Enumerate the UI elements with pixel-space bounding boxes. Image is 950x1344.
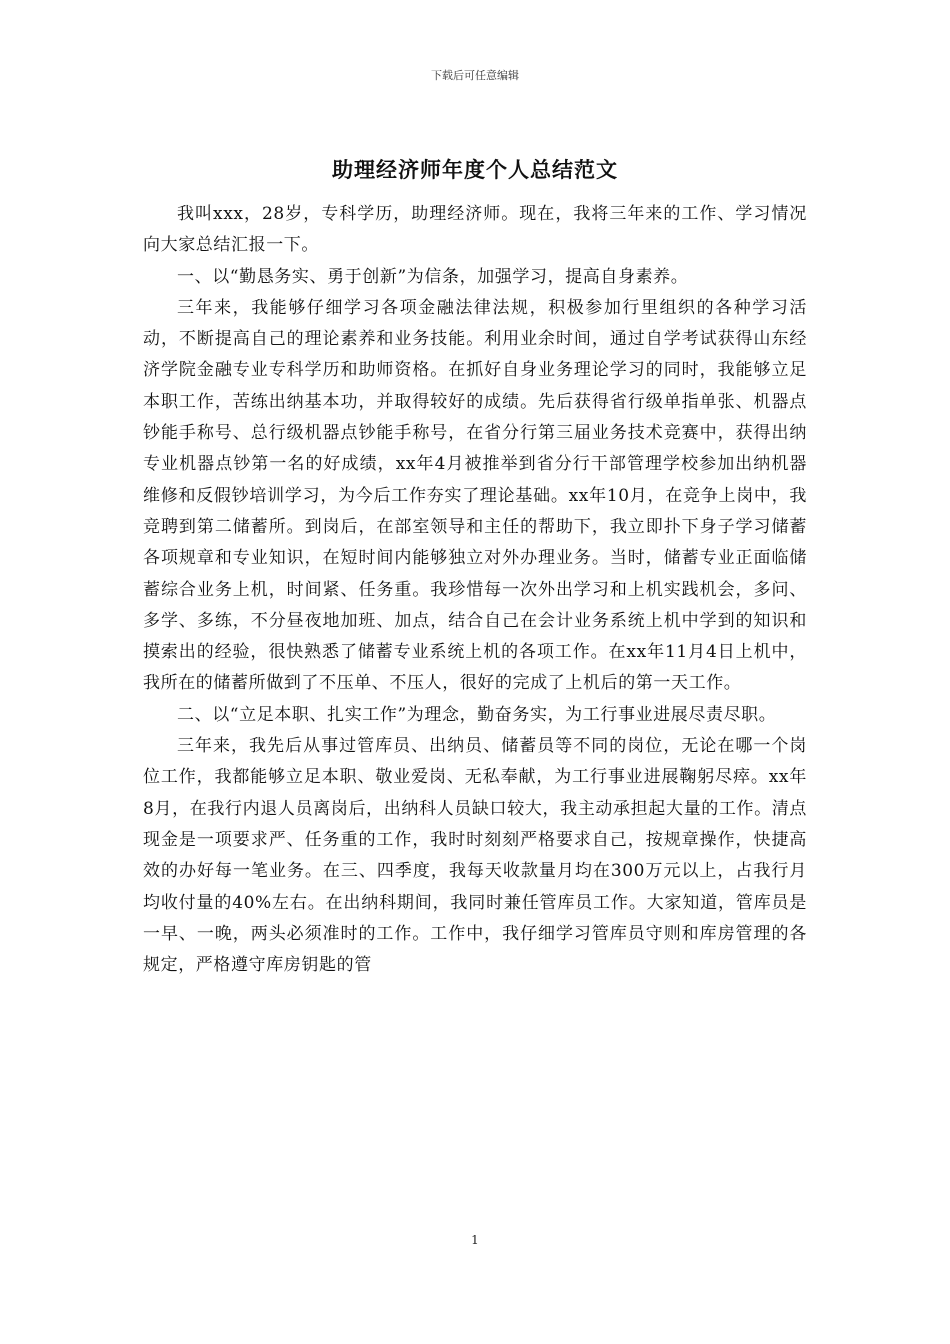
paragraph-section-one-body: 三年来，我能够仔细学习各项金融法律法规，积极参加行里组织的各种学习活动，不断提高自己的理论素养和业务技能。利用业余时间，通过自学考试获得山东经济学院金融专业专科学历和助师资格。在抓好自身业务理论学习的同时，我能够立足本职工作，苦练出纳基本功，并取得较好的成绩。先后获得省行级单指单张、机器点钞能手称号、总行级机器点钞能手称号，在省分行第三届业务技术竞赛中，获得出纳专业机器点钞第一名的好成绩，xx年4月被推举到省分行干部管理学校参加出纳机器维修和反假钞培训学习，为今后工作夯实了理论基础。xx年10月，在竞争上岗中，我竞聘到第二储蓄所。到岗后，在部室领导和主任的帮助下，我立即扑下身子学习储蓄各项规章和专业知识，在短时间内能够独立对外办理业务。当时，储蓄专业正面临储蓄综合业务上机，时间紧、任务重。我珍惜每一次外出学习和上机实践机会，多问、多学、多练，不分昼夜地加班、加点，结合自己在会计业务系统上机中学到的知识和摸索出的经验，很快熟悉了储蓄专业系统上机的各项工作。在xx年11月4日上机中，我所在的储蓄所做到了不压单、不压人，很好的完成了上机后的第一天工作。 bbox=[143, 297, 807, 694]
paragraph-section-one-heading: 一、以“勤恳务实、勇于创新”为信条，加强学习，提高自身素养。 bbox=[177, 266, 689, 287]
document-body bbox=[143, 199, 807, 981]
paragraph-section-two-body: 三年来，我先后从事过管库员、出纳员、储蓄员等不同的岗位，无论在哪一个岗位工作，我都能够立足本职、敬业爱岗、无私奉献，为工行事业进展鞠躬尽瘁。xx年8月，在我行内退人员离岗后，出纳科人员缺口较大，我主动承担起大量的工作。清点现金是一项要求严、任务重的工作，我时时刻刻严格要求自己，按规章操作，快捷高效的办好每一笔业务。在三、四季度，我每天收款量月均在300万元以上，占我行月均收付量的40%左右。在出纳科期间，我同时兼任管库员工作。大家知道，管库员是一早、一晚，两头必须准时的工作。工作中，我仔细学习管库员守则和库房管理的各规定，严格遵守库房钥匙的管 bbox=[143, 736, 807, 976]
page-header-note: 下载后可任意编辑 bbox=[431, 69, 519, 82]
paragraph-intro: 我叫xxx，28岁，专科学历，助理经济师。现在，我将三年来的工作、学习情况向大家总结汇报一下。 bbox=[143, 204, 807, 256]
paragraph-section-two-heading: 二、以“立足本职、扎实工作”为理念，勤奋务实，为工行事业进展尽责尽职。 bbox=[177, 704, 777, 725]
document-title: 助理经济师年度个人总结范文 bbox=[332, 157, 618, 182]
page-number: 1 bbox=[471, 1233, 479, 1247]
